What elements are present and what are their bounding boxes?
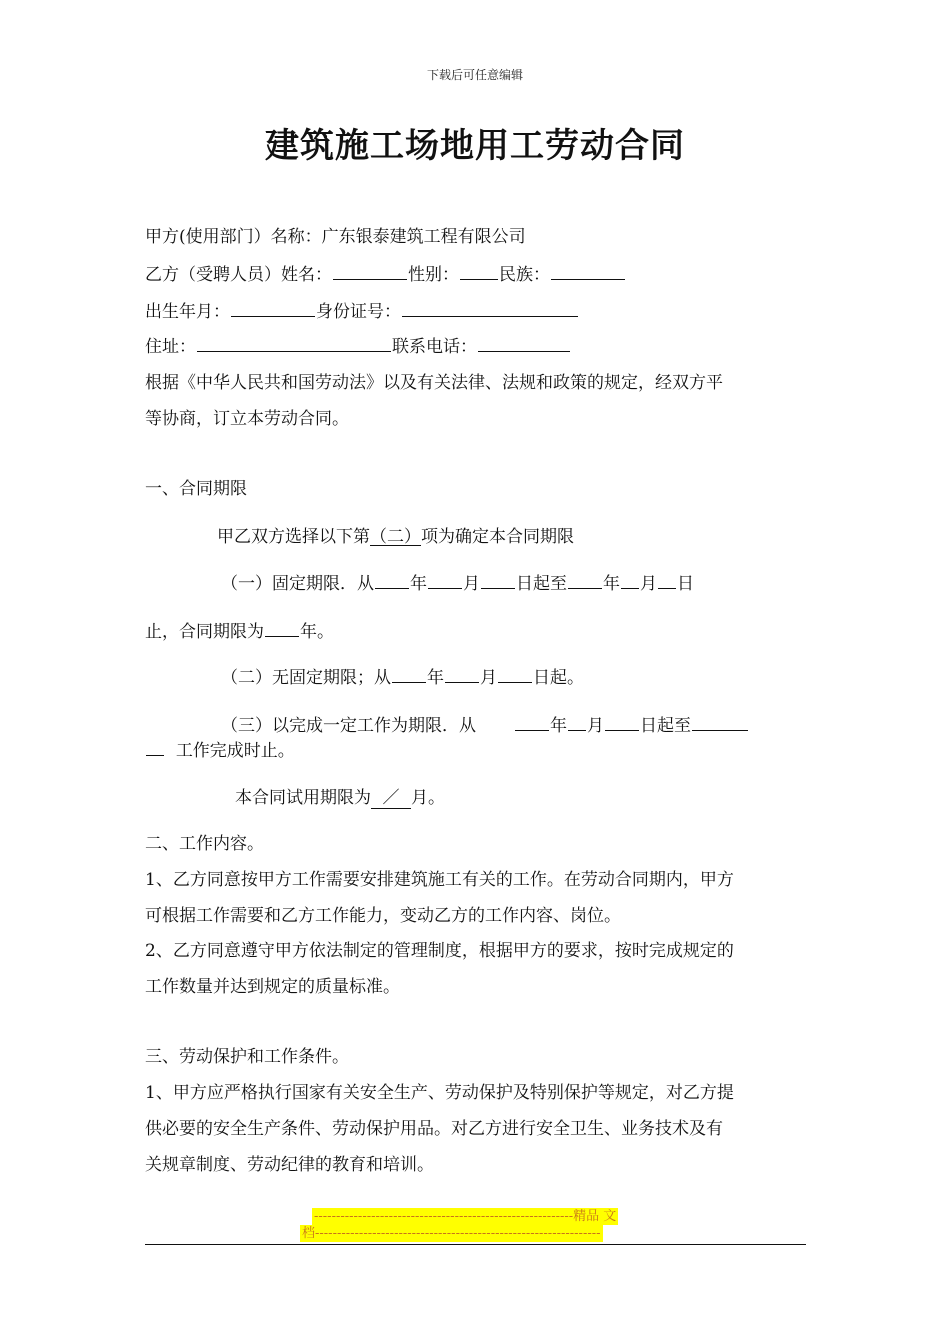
blank — [605, 712, 639, 731]
option2-line — [221, 663, 584, 688]
from-to-label: 日起至 — [516, 574, 567, 594]
blank — [621, 570, 639, 589]
id-blank — [402, 298, 578, 317]
blank — [515, 712, 549, 731]
preamble-line1: 根据《中华人民共和国劳动法》以及有关法律、法规和政策的规定，经双方平 — [145, 373, 723, 393]
section3-p1-line2: 供必要的安全生产条件、劳动保护用品。对乙方进行安全卫生、业务技术及有 — [145, 1119, 723, 1139]
from-label: 日起。 — [533, 668, 584, 688]
year-label: 年 — [427, 668, 444, 688]
trial-value: ／ — [371, 783, 411, 809]
name-label: 乙方（受聘人员）姓名： — [145, 265, 332, 285]
trial-prefix: 本合同试用期限为 — [235, 788, 371, 808]
address-blank — [197, 333, 391, 352]
choice-suffix: 项为确定本合同期限 — [421, 527, 574, 547]
option3-cont-line — [145, 736, 295, 761]
party-b-line — [145, 260, 626, 285]
birth-label: 出生年月： — [145, 302, 230, 322]
section2-p2-line2: 工作数量并达到规定的质量标准。 — [145, 977, 400, 997]
footer-divider — [145, 1244, 806, 1245]
header-note: 下载后可任意编辑 — [426, 68, 523, 82]
section3-p1-line1: 1、甲方应严格执行国家有关安全生产、劳动保护及特别保护等规定，对乙方提 — [145, 1083, 734, 1103]
section2-heading: 二、工作内容。 — [145, 834, 264, 854]
section2-p1-line2: 可根据工作需要和乙方工作能力，变动乙方的工作内容、岗位。 — [145, 906, 621, 926]
section1-heading: 一、合同期限 — [145, 479, 247, 499]
choice-value: （二） — [370, 527, 421, 547]
option1-prefix: （一）固定期限．从 — [221, 574, 374, 594]
section2-p2-line1: 2、乙方同意遵守甲方依法制定的管理制度，根据甲方的要求，按时完成规定的 — [145, 941, 734, 961]
blank — [146, 737, 164, 756]
blank — [428, 570, 462, 589]
blank — [445, 664, 479, 683]
phone-blank — [478, 333, 570, 352]
gender-label: 性别： — [408, 265, 459, 285]
blank — [568, 570, 602, 589]
birth-line — [145, 297, 579, 322]
trial-suffix: 月。 — [411, 788, 445, 808]
option1-cont-line: 止，合同期限为 年。 — [145, 617, 334, 642]
trial-period-line — [235, 783, 445, 809]
day-label: 日 — [677, 574, 694, 594]
year-label: 年 — [550, 716, 567, 736]
birth-blank — [231, 298, 315, 317]
blank — [568, 712, 586, 731]
preamble-line2: 等协商，订立本劳动合同。 — [145, 409, 349, 429]
month-label: 月 — [480, 668, 497, 688]
month-label: 月 — [463, 574, 480, 594]
from-to-label: 日起至 — [640, 716, 691, 736]
section2-p1-line1: 1、乙方同意按甲方工作需要安排建筑施工有关的工作。在劳动合同期内，甲方 — [145, 870, 734, 890]
blank — [481, 570, 515, 589]
option1-line — [221, 569, 694, 594]
choice-prefix: 甲乙双方选择以下第 — [217, 527, 370, 547]
phone-label: 联系电话： — [392, 337, 477, 357]
blank — [392, 664, 426, 683]
blank — [692, 712, 748, 731]
year-label: 年 — [410, 574, 427, 594]
name-blank — [333, 261, 407, 280]
document-title: 建筑施工场地用工劳动合同 — [265, 126, 685, 166]
footer-row1: -----------------------------------------------------------精品 文 — [314, 1209, 617, 1224]
month-label: 月 — [587, 716, 604, 736]
blank — [265, 618, 299, 637]
address-label: 住址： — [145, 337, 196, 357]
address-line — [145, 332, 571, 357]
year-label: 年 — [603, 574, 620, 594]
gender-blank — [460, 261, 498, 280]
section3-p1-line3: 关规章制度、劳动纪律的教育和培训。 — [145, 1155, 434, 1175]
ethnicity-label: 民族： — [499, 265, 550, 285]
ethnicity-blank — [551, 261, 625, 280]
year-label: 年 — [300, 622, 317, 642]
id-label: 身份证号： — [316, 302, 401, 322]
term-choice-line — [217, 522, 574, 547]
blank — [658, 570, 676, 589]
option3-line — [221, 711, 749, 736]
month-label: 月 — [640, 574, 657, 594]
option3-prefix: （三）以完成一定工作为期限．从 — [221, 716, 476, 736]
option1-cont: 止，合同期限为 — [145, 622, 264, 642]
option2-prefix: （二）无固定期限；从 — [221, 668, 391, 688]
blank — [375, 570, 409, 589]
footer-row2: 档----------------------------------------------------------------- — [302, 1226, 601, 1241]
option3-cont: 工作完成时止。 — [175, 741, 295, 761]
party-a-line: 甲方(使用部门）名称：广东银泰建筑工程有限公司 — [145, 227, 526, 247]
section3-heading: 三、劳动保护和工作条件。 — [145, 1047, 349, 1067]
blank — [498, 664, 532, 683]
